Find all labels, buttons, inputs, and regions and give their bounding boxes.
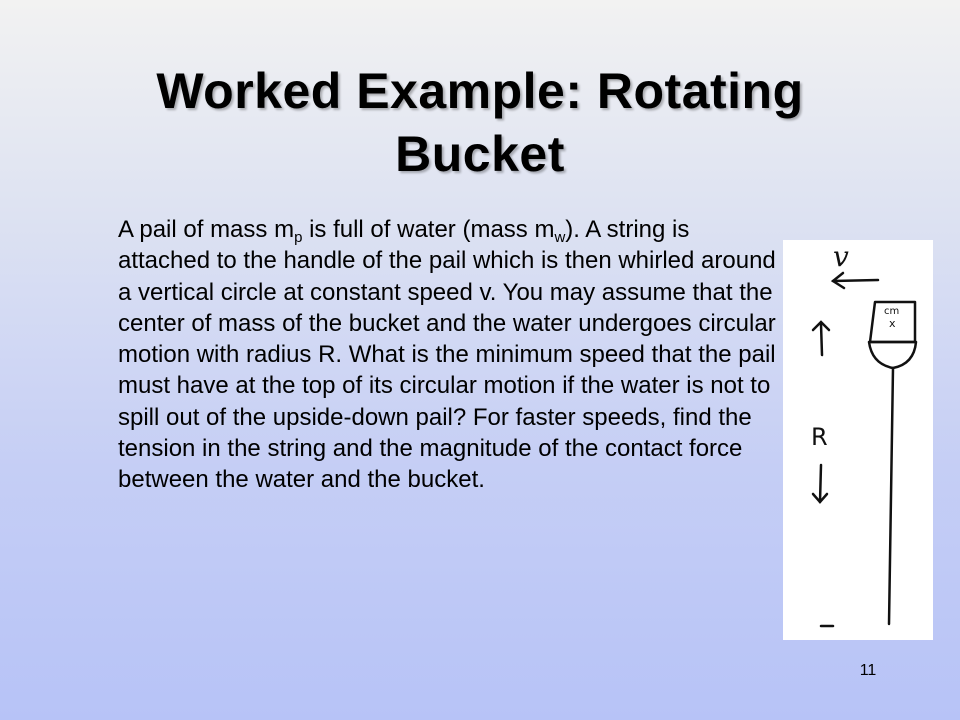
slide-title bbox=[60, 60, 900, 186]
title-line-1: Worked Example: Rotating bbox=[156, 63, 804, 119]
title-line-2: Bucket bbox=[395, 126, 565, 182]
problem-text-part-3: ). A string is attached to the handle of the pail which is then whirled around a vertical circle at constant speed v. You may assume that the center of mass of the bucket and the water undergoes circular motion with radius R. What is the minimum speed that the pail must have at the top of its circular motion if the water is not to spill out of the upside-down pail? For faster speeds, find the tension in the string and the magnitude of the contact force between the water and the bucket. bbox=[118, 216, 776, 494]
problem-text-part-1: A pail of mass m bbox=[118, 216, 295, 243]
radius-up-arrow bbox=[813, 322, 829, 355]
pail-mass-subscript: p bbox=[294, 229, 303, 246]
velocity-label: v bbox=[833, 240, 849, 273]
velocity-arrow bbox=[833, 273, 878, 288]
string-line bbox=[889, 368, 893, 624]
problem-text bbox=[118, 214, 778, 496]
center-of-mass-label: cm bbox=[884, 306, 900, 317]
bucket-diagram bbox=[783, 240, 933, 640]
page-number: 11 bbox=[859, 662, 877, 679]
water-mass-subscript: w bbox=[554, 229, 566, 246]
radius-down-arrow bbox=[813, 465, 827, 502]
bucket-diagram-svg bbox=[783, 240, 933, 640]
radius-label: R bbox=[811, 423, 828, 451]
center-of-mass-mark: x bbox=[889, 317, 896, 330]
problem-text-part-2: is full of water (mass m bbox=[302, 216, 555, 243]
